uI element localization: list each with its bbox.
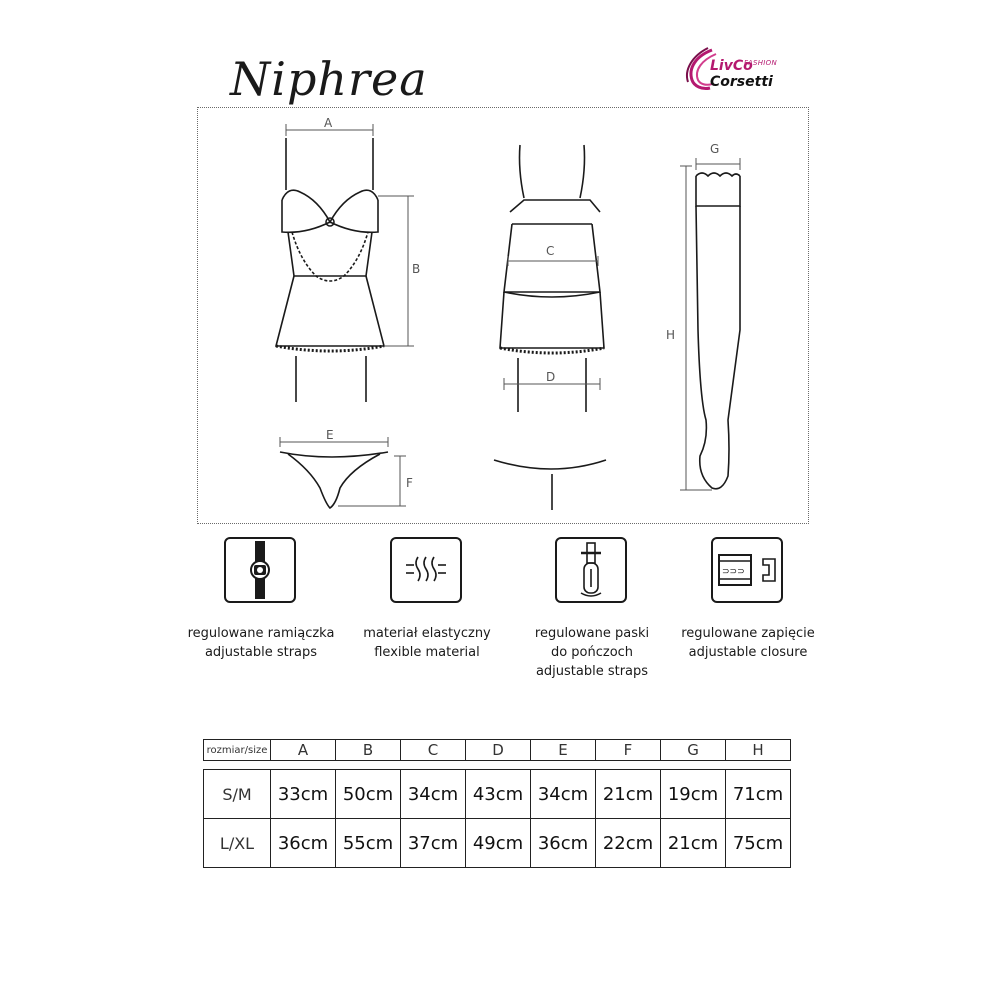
feature-caption-pl: regulowane paski <box>534 626 650 641</box>
table-cell: 50cm <box>336 770 401 819</box>
table-cell: 34cm <box>531 770 596 819</box>
table-cell: 36cm <box>271 819 336 868</box>
chemise-front-drawing <box>276 138 384 402</box>
elastic-material-icon <box>390 537 462 603</box>
thong-front-drawing <box>280 452 388 508</box>
column-header-d: D <box>466 740 531 761</box>
feature-caption-pl: regulowane zapięcie <box>681 626 815 641</box>
feature-caption-en: flexible material <box>374 645 480 660</box>
table-row <box>204 770 791 819</box>
column-header-e: E <box>531 740 596 761</box>
size-table-header <box>204 740 791 761</box>
dim-label-d: D <box>546 370 556 384</box>
brand-name-corsetti: Corsetti <box>710 74 773 90</box>
brand-name-livco: LivCo <box>710 58 753 74</box>
dim-label-h: H <box>666 328 676 342</box>
table-row <box>204 819 791 868</box>
brand-fashion-label: FASHION <box>744 59 778 67</box>
feature-caption-en: adjustable straps <box>535 664 649 679</box>
table-cell: 37cm <box>401 819 466 868</box>
table-cell: 71cm <box>726 770 791 819</box>
svg-text:⊃⊃⊃: ⊃⊃⊃ <box>722 567 745 577</box>
dim-label-f: F <box>406 476 413 490</box>
column-header-b: B <box>336 740 401 761</box>
column-header-g: G <box>661 740 726 761</box>
table-cell: 36cm <box>531 819 596 868</box>
hook-closure-icon <box>711 537 783 603</box>
table-cell: 75cm <box>726 819 791 868</box>
table-cell: 21cm <box>596 770 661 819</box>
table-cell: 34cm <box>401 770 466 819</box>
feature-caption-en: adjustable closure <box>688 645 808 660</box>
feature-caption-pl-2: do pończoch <box>550 645 634 660</box>
size-table <box>203 739 791 868</box>
column-header-f: F <box>596 740 661 761</box>
size-name: S/M <box>204 770 271 819</box>
table-cell: 55cm <box>336 819 401 868</box>
table-cell: 19cm <box>661 770 726 819</box>
garter-strap-icon <box>555 537 627 603</box>
table-cell: 33cm <box>271 770 336 819</box>
size-table-corner-label: rozmiar/size <box>204 740 271 761</box>
size-name: L/XL <box>204 819 271 868</box>
table-cell: 49cm <box>466 819 531 868</box>
dim-label-c: C <box>546 244 555 258</box>
column-header-h: H <box>726 740 791 761</box>
dim-line-e <box>280 437 388 447</box>
table-cell: 22cm <box>596 819 661 868</box>
feature-caption-closure <box>648 624 848 662</box>
column-header-a: A <box>271 740 336 761</box>
table-cell: 21cm <box>661 819 726 868</box>
stocking-drawing <box>696 173 740 489</box>
product-title: Niphrea <box>230 52 428 106</box>
dim-line-b <box>378 196 414 346</box>
column-header-c: C <box>401 740 466 761</box>
dim-label-e: E <box>326 428 334 442</box>
thong-back-drawing <box>494 460 606 510</box>
dim-line-g <box>696 158 740 170</box>
dim-label-a: A <box>324 116 333 130</box>
feature-caption-pl: materiał elastyczny <box>363 626 491 641</box>
feature-caption-en: adjustable straps <box>204 645 318 660</box>
table-cell: 43cm <box>466 770 531 819</box>
feature-caption-pl: regulowane ramiączka <box>187 626 335 641</box>
adjustable-strap-icon <box>224 537 296 603</box>
dim-label-b: B <box>412 262 421 276</box>
dim-label-g: G <box>710 142 720 156</box>
dim-line-f <box>338 456 406 506</box>
